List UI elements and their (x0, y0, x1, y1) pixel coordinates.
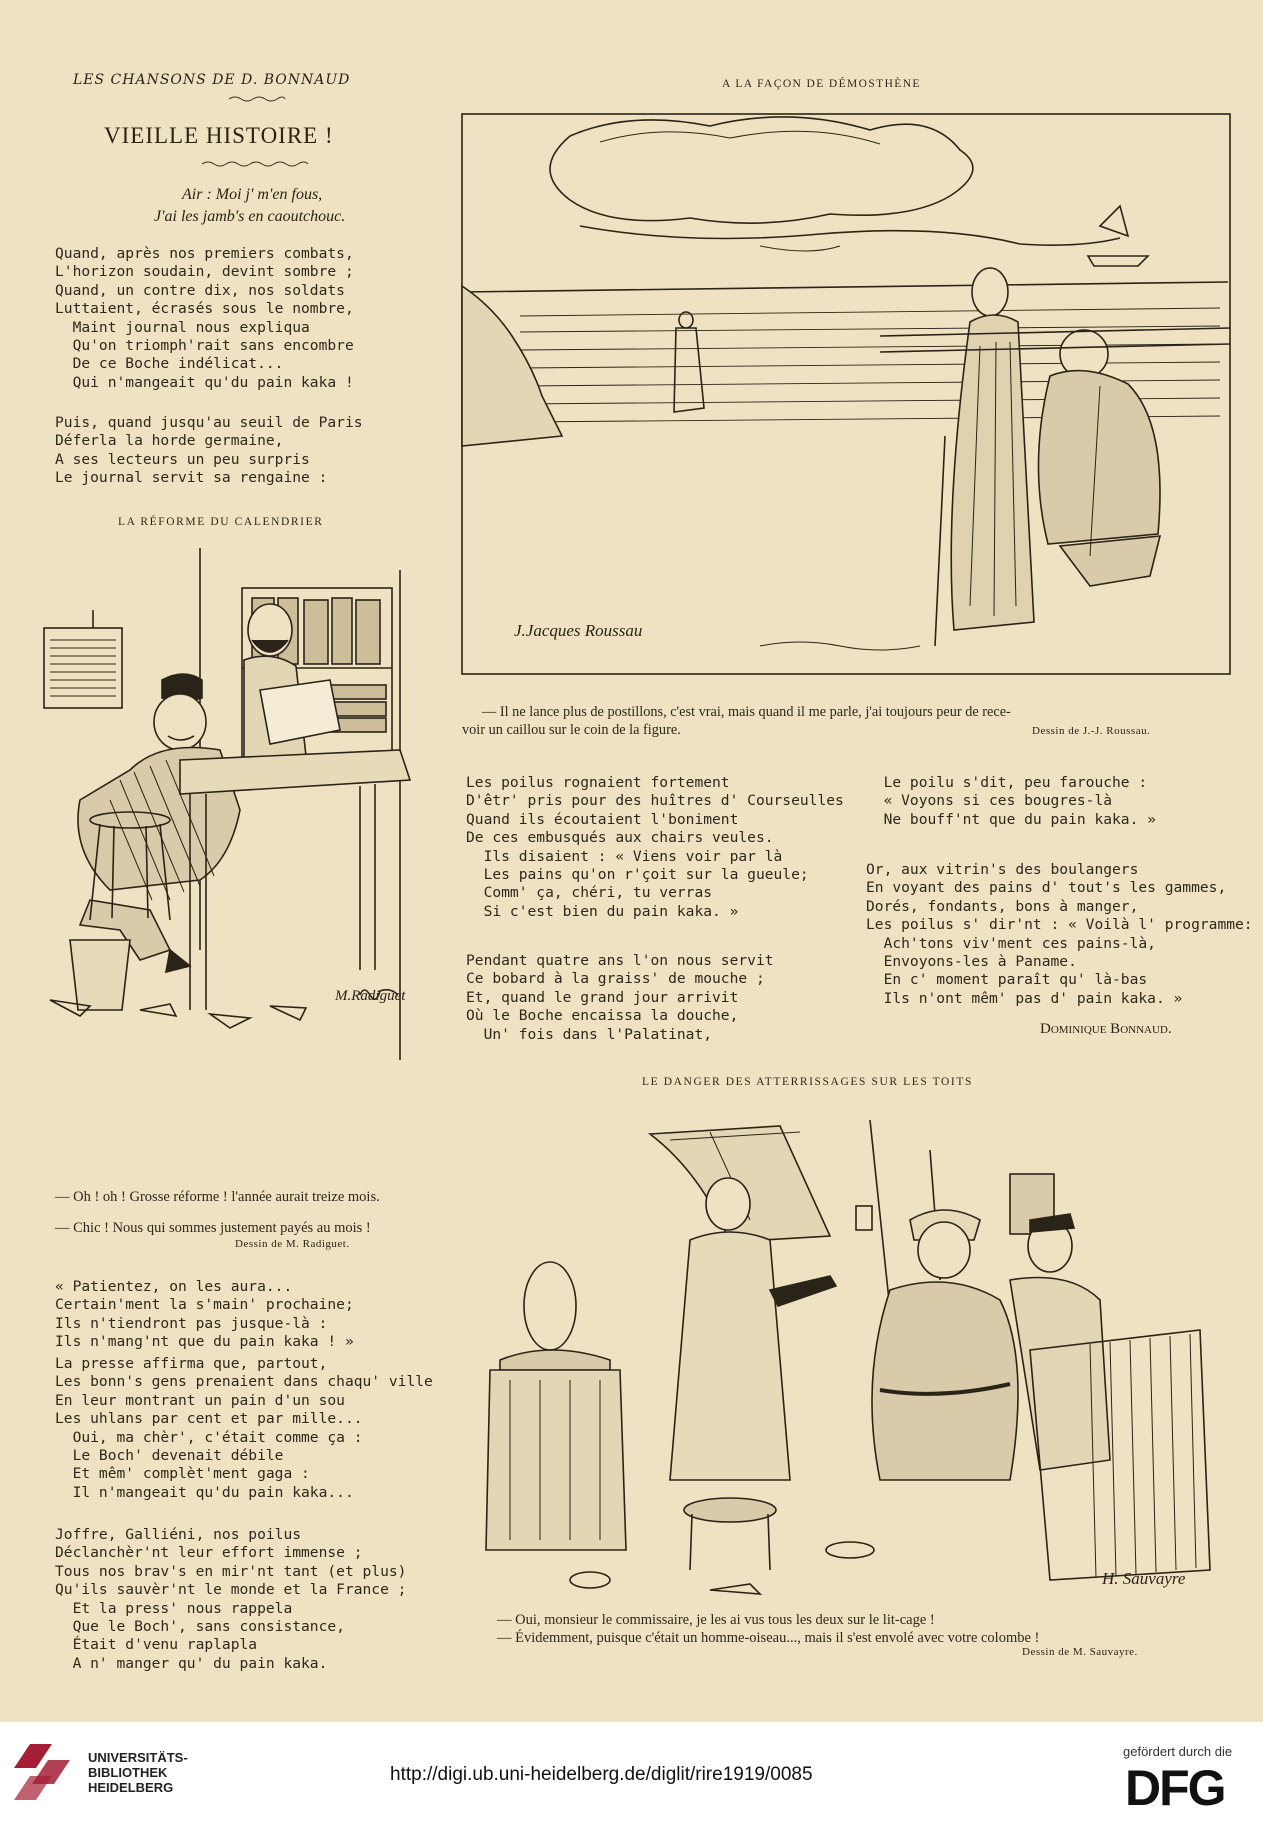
verse-line: Maint journal nous expliqua (55, 318, 310, 336)
verse-line: Les pains qu'on r'çoit sur la gueule; (466, 866, 809, 884)
verse-line: Qui n'mangeait qu'du pain kaka ! (55, 373, 354, 391)
verse-line: Déclanchèr'nt leur effort immense ; (55, 1544, 363, 1562)
verse-line: Quand, après nos premiers combats, (55, 245, 354, 262)
verse-line: Or, aux vitrin's des boulangers (866, 861, 1139, 878)
verse-line: L'horizon soudain, devint sombre ; (55, 263, 354, 281)
verse-line: Et, quand le grand jour arrivit (466, 988, 739, 1006)
illustration-demosthene (460, 106, 1230, 686)
stanza-6 (466, 774, 844, 921)
verse-line: A ses lecteurs un peu surpris (55, 450, 310, 468)
verse-line: Le Boch' devenait débile (55, 1447, 284, 1465)
verse-line: De ce Boche indélicat... (55, 355, 284, 373)
library-name (88, 1750, 188, 1795)
credit-calendar: Dessin de M. Radiguet. (235, 1238, 350, 1250)
verse-line: « Patientez, on les aura... (55, 1278, 293, 1295)
credit-demosthene: Dessin de J.-J. Roussau. (1032, 725, 1151, 737)
running-header-left: LES CHANSONS DE D. BONNAUD (73, 72, 351, 88)
verse-line: Les bonn's gens prenaient dans chaqu' ville (55, 1373, 433, 1391)
verse-line: Les poilus s' dir'nt : « Voilà l' programme: (866, 916, 1253, 934)
verse-line: Ils n'tiendront pas jusque-là : (55, 1314, 328, 1332)
caption-demosthene-2: voir un caillou sur le coin de la figure. (462, 722, 681, 738)
verse-line: Ne bouff'nt que du pain kaka. » (866, 810, 1156, 828)
verse-line: Le journal servit sa rengaine : (55, 469, 328, 487)
verse-line: Ce bobard à la graiss' de mouche ; (466, 970, 765, 988)
stanza-7 (466, 952, 774, 1044)
verse-line: Envoyons-les à Paname. (866, 953, 1077, 971)
illustration-roof-landing (470, 1110, 1230, 1610)
digital-library-footer (0, 1722, 1263, 1826)
verse-line: Le poilu s'dit, peu farouche : (866, 774, 1148, 791)
verse-line: La presse affirma que, partout, (55, 1355, 328, 1372)
verse-line: Quand ils écoutaient l'boniment (466, 810, 739, 828)
stanza-9 (866, 861, 1253, 1008)
air-line-1: Air : Moi j' m'en fous, (182, 186, 323, 203)
funded-by-label: gefördert durch die (1123, 1744, 1233, 1759)
air-line-2: J'ai les jamb's en caoutchouc. (154, 208, 346, 225)
verse-line: Luttaient, écrasés sous le nombre, (55, 300, 354, 318)
verse-line: Ach'tons viv'ment ces pains-là, (866, 934, 1156, 952)
stanza-5 (55, 1526, 406, 1673)
verse-line: Et la press' nous rappela (55, 1599, 293, 1617)
stanza-3 (55, 1278, 354, 1352)
library-line-1: UNIVERSITÄTS- (88, 1750, 188, 1765)
illustration-calendar-reform (30, 540, 440, 1170)
verse-line: Qu'on triomph'rait sans encombre (55, 337, 354, 355)
caption-calendar-1: — Oh ! oh ! Grosse réforme ! l'année aurait treize mois. (55, 1189, 380, 1205)
verse-line: En c' moment paraît qu' là-bas (866, 971, 1148, 989)
verse-line: Certain'ment la s'main' prochaine; (55, 1296, 354, 1314)
permalink[interactable]: http://digi.ub.uni-heidelberg.de/diglit/rire1919/0085 (390, 1764, 813, 1785)
verse-line: Comm' ça, chéri, tu verras (466, 884, 713, 902)
verse-line: Déferla la horde germaine, (55, 432, 284, 450)
verse-line: De ces embusqués aux chairs veules. (466, 829, 774, 847)
verse-line: Joffre, Galliéni, nos poilus (55, 1526, 302, 1543)
caption-demosthene-1: — Il ne lance plus de postillons, c'est vrai, mais quand il me parle, j'ai toujours peur de rece- (482, 704, 1011, 720)
verse-line: En leur montrant un pain d'un sou (55, 1391, 345, 1409)
verse-line: Ils disaient : « Viens voir par là (466, 847, 783, 865)
cartoon-title-calendar: LA RÉFORME DU CALENDRIER (118, 516, 324, 528)
verse-line: Puis, quand jusqu'au seuil de Paris (55, 414, 363, 431)
verse-line: Ils n'mang'nt que du pain kaka ! » (55, 1333, 354, 1351)
ub-heidelberg-logo-icon (12, 1740, 76, 1804)
verse-line: En voyant des pains d' tout's les gammes, (866, 879, 1227, 897)
verse-line: D'êtr' pris pour des huîtres d' Courseulles (466, 792, 844, 810)
verse-line: « Voyons si ces bougres-là (866, 792, 1113, 810)
library-line-3: HEIDELBERG (88, 1780, 174, 1795)
caption-roofs-2: — Évidemment, puisque c'était un homme-oiseau..., mais il s'est envolé avec votre colombe ! (497, 1630, 1040, 1646)
author-signature: Dominique Bonnaud. (1040, 1021, 1172, 1037)
library-line-2: BIBLIOTHEK (88, 1765, 168, 1780)
caption-calendar-2: — Chic ! Nous qui sommes justement payés au mois ! (55, 1220, 371, 1236)
verse-line: Si c'est bien du pain kaka. » (466, 902, 739, 920)
verse-line: Les uhlans par cent et par mille... (55, 1410, 363, 1428)
caption-roofs-1: — Oui, monsieur le commissaire, je les ai vus tous les deux sur le lit-cage ! (497, 1612, 935, 1628)
dfg-logo: DFG (1125, 1760, 1225, 1816)
verse-line: Où le Boche encaissa la douche, (466, 1007, 739, 1025)
stanza-4 (55, 1355, 433, 1502)
stanza-1 (55, 245, 354, 392)
signature-roussau: J.Jacques Roussau (514, 621, 643, 640)
signature-radiguet: M.Radiguet (335, 988, 406, 1004)
song-title: VIEILLE HISTOIRE ! (104, 123, 334, 148)
verse-line: Qu'ils sauvèr'nt le monde et la France ; (55, 1581, 407, 1599)
verse-line: Les poilus rognaient fortement (466, 774, 730, 791)
stanza-2 (55, 414, 363, 488)
verse-line: Un' fois dans l'Palatinat, (466, 1025, 713, 1043)
verse-line: Était d'venu raplapla (55, 1636, 258, 1654)
verse-line: Dorés, fondants, bons à manger, (866, 897, 1139, 915)
credit-roofs: Dessin de M. Sauvayre. (1022, 1646, 1138, 1658)
cartoon-title-roofs: LE DANGER DES ATTERRISSAGES SUR LES TOITS (642, 1076, 973, 1088)
signature-sauvayre: H. Sauvayre (1102, 1569, 1186, 1588)
verse-line: Quand, un contre dix, nos soldats (55, 281, 345, 299)
verse-line: Et mêm' complèt'ment gaga : (55, 1465, 310, 1483)
stanza-8 (866, 774, 1156, 829)
verse-line: A n' manger qu' du pain kaka. (55, 1654, 328, 1672)
title-ornament (227, 95, 287, 103)
verse-line: Oui, ma chèr', c'était comme ça : (55, 1428, 363, 1446)
cartoon-title-demosthene: A LA FAÇON DE DÉMOSTHÈNE (722, 78, 921, 90)
verse-line: Il n'mangeait qu'du pain kaka... (55, 1483, 354, 1501)
verse-line: Tous nos brav's en mir'nt tant (et plus) (55, 1562, 407, 1580)
title-underline-ornament (200, 160, 310, 168)
verse-line: Pendant quatre ans l'on nous servit (466, 952, 774, 969)
verse-line: Ils n'ont mêm' pas d' pain kaka. » (866, 989, 1183, 1007)
verse-line: Que le Boch', sans consistance, (55, 1618, 345, 1636)
